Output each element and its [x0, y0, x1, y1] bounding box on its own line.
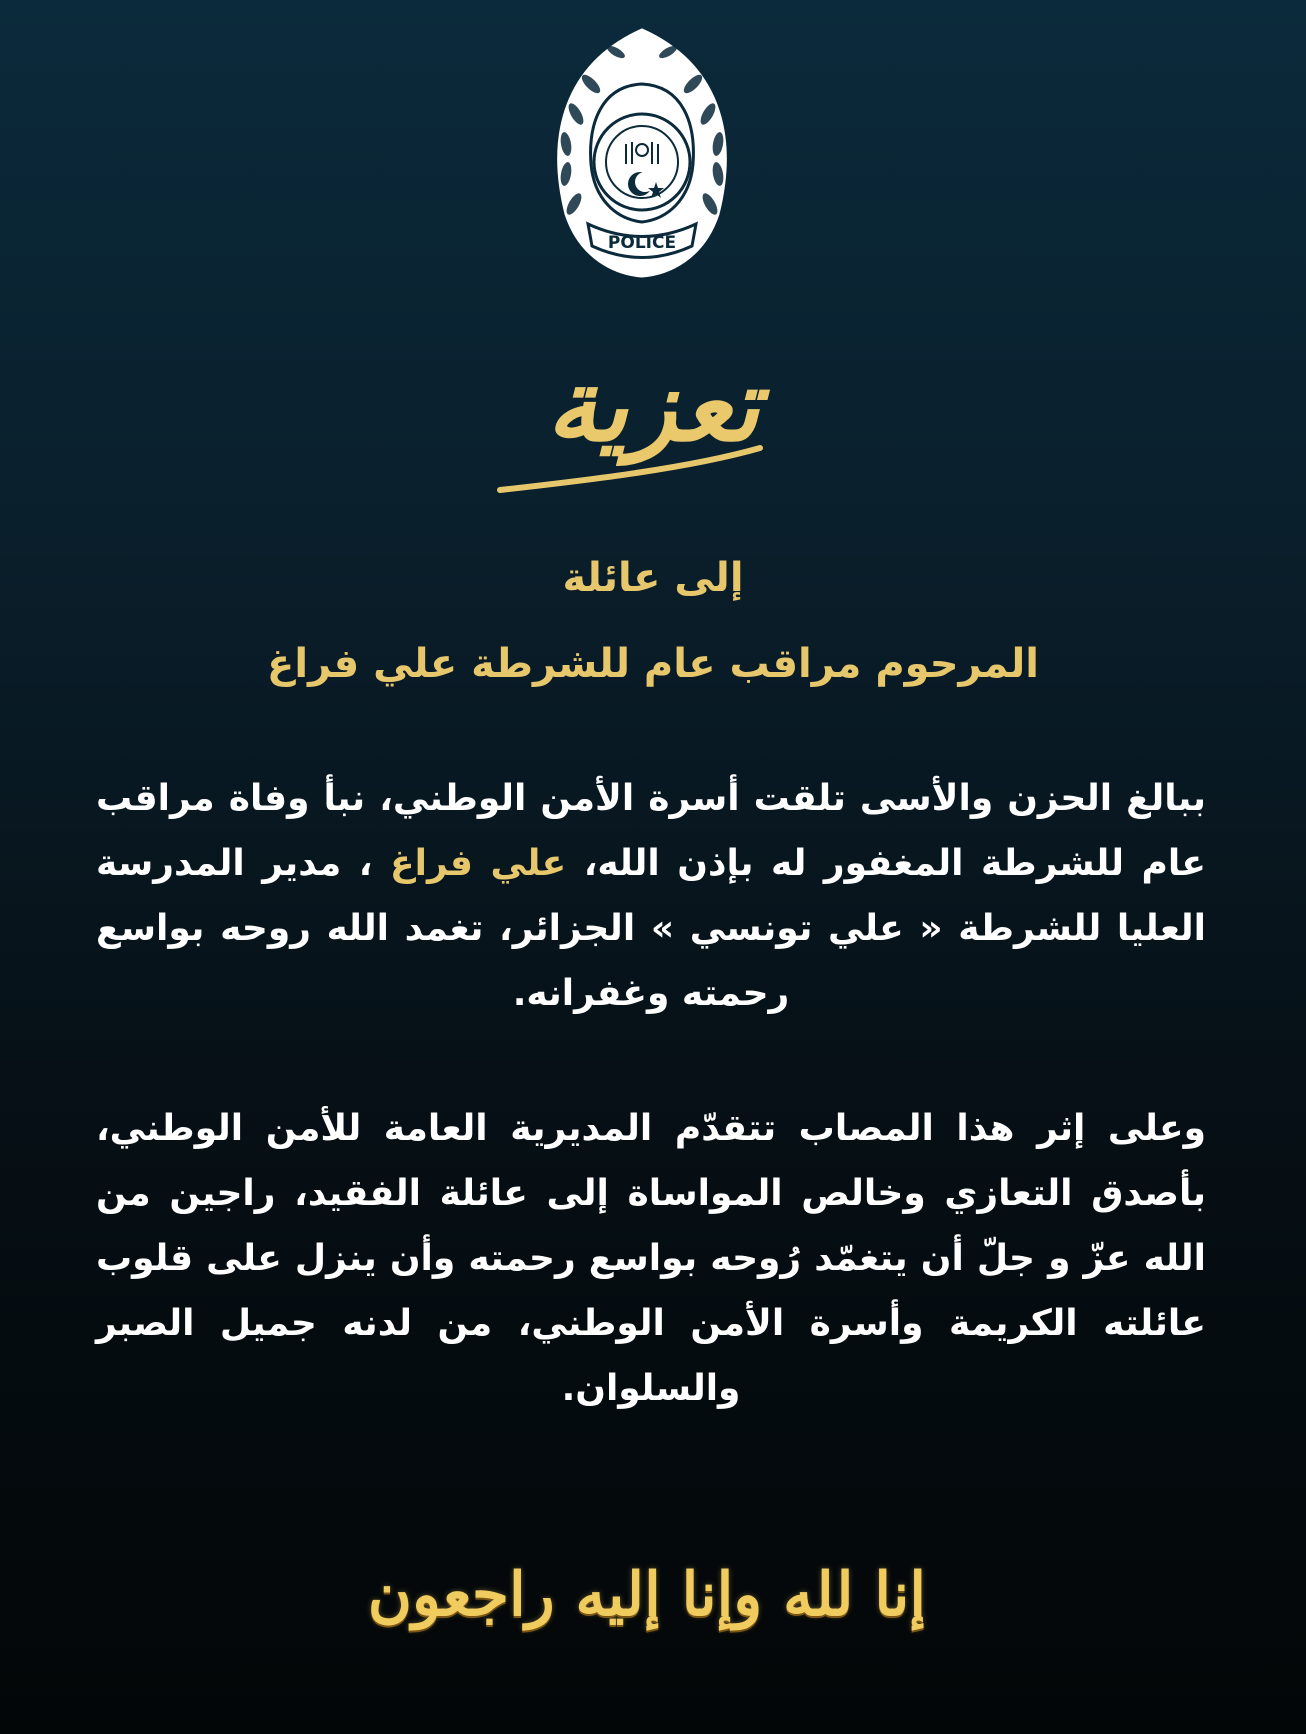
- deceased-heading: المرحوم مراقب عام للشرطة علي فراغ: [267, 641, 1039, 687]
- recipient-heading: إلى عائلة: [562, 555, 744, 601]
- announcement-text-end: ، مدير المدرسة العليا للشرطة « علي تونسي » الجزائر، تغمد الله روحه بواسع رحمته وغفرانه.: [96, 843, 1206, 1014]
- page-title: تعزية: [546, 346, 760, 464]
- closing-verse: إنا لله وإنا إليه راجعون: [367, 1560, 926, 1630]
- announcement-paragraph: [96, 766, 1206, 1026]
- deceased-name-highlight: علي فراغ: [390, 843, 567, 884]
- condolence-paragraph: وعلى إثر هذا المصاب تتقدّم المديرية العامة للأمن الوطني، بأصدق التعازي وخالص المواساة إلى عائلة الفقيد، راجين من الله عزّ و جلّ أن يتغمّد رُوحه بواسع رحمته وأن ينزل على قلوب عائلته الكريمة وأسرة الأمن الوطني، من لدنه جميل الصبر والسلوان.: [96, 1108, 1206, 1409]
- title-calligraphy: [430, 330, 876, 500]
- police-emblem-icon: [536, 24, 748, 294]
- announcement-text-start: ببالغ الحزن والأسى تلقت أسرة الأمن الوطني، نبأ وفاة مراقب عام للشرطة المغفور له بإذن الله،: [96, 778, 1206, 884]
- closing-verse-calligraphy: [367, 1500, 926, 1690]
- emblem-ribbon-label: POLICE: [607, 233, 677, 253]
